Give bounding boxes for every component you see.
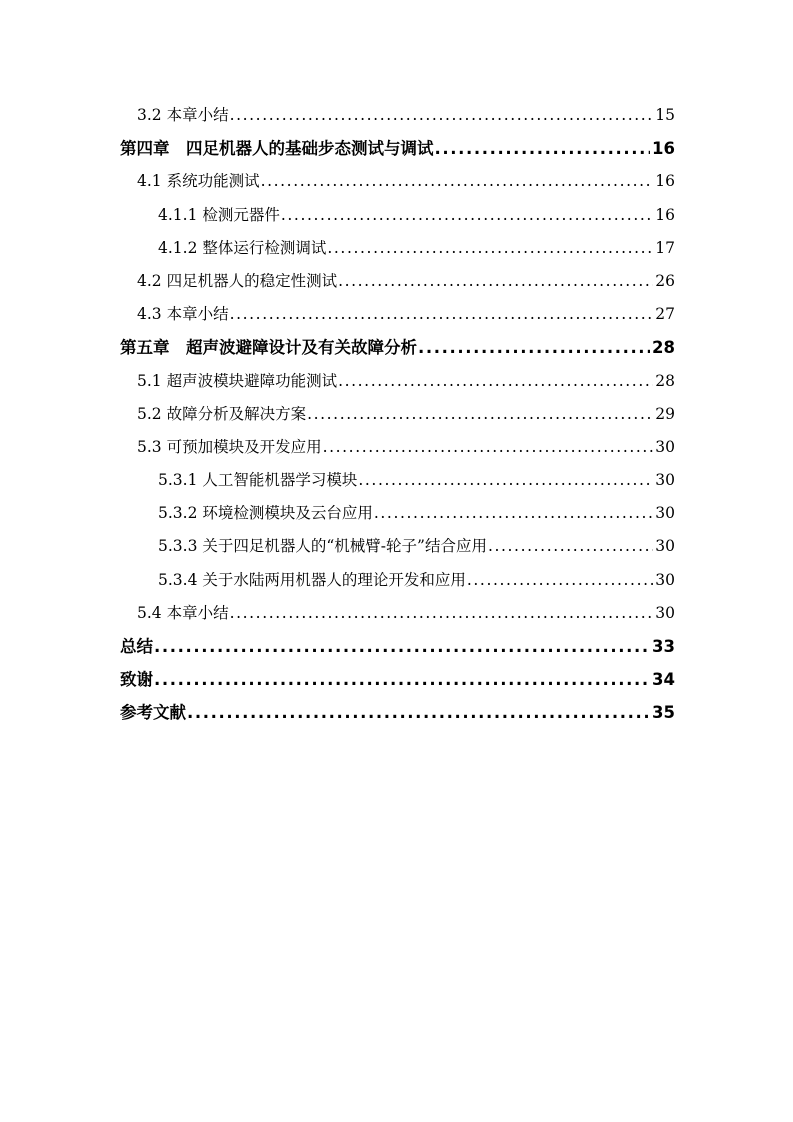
toc-entry[interactable] bbox=[120, 497, 675, 530]
toc-entry[interactable] bbox=[120, 331, 675, 364]
toc-page-number: 27 bbox=[655, 305, 675, 324]
toc-entry[interactable] bbox=[120, 165, 675, 198]
toc-entry-title: 4.3 本章小结 bbox=[137, 305, 229, 324]
toc-entry[interactable] bbox=[120, 464, 675, 497]
toc-dot-leader bbox=[187, 696, 650, 729]
toc-entry-title: 第五章 超声波避障设计及有关故障分析 bbox=[120, 338, 417, 358]
toc-page-number: 30 bbox=[655, 437, 675, 456]
toc-entry-title: 5.3 可预加模块及开发应用 bbox=[137, 437, 322, 456]
toc-entry[interactable] bbox=[120, 298, 675, 331]
toc-dot-leader bbox=[230, 99, 654, 132]
toc-page-number: 30 bbox=[655, 570, 675, 589]
toc-entry[interactable] bbox=[120, 365, 675, 398]
toc-entry-title: 5.3.1 人工智能机器学习模块 bbox=[158, 471, 358, 490]
toc-entry-title: 总结 bbox=[120, 637, 153, 656]
toc-entry[interactable] bbox=[120, 630, 675, 663]
toc-page-number: 16 bbox=[655, 205, 675, 224]
toc-page-number: 30 bbox=[655, 603, 675, 622]
toc-entry-title: 4.1.1 检测元器件 bbox=[158, 205, 280, 224]
toc-page-number: 30 bbox=[655, 471, 675, 490]
toc-entry-title: 4.1 系统功能测试 bbox=[137, 172, 260, 191]
toc-entry[interactable] bbox=[120, 696, 675, 729]
toc-entry-title: 第四章 四足机器人的基础步态测试与调试 bbox=[120, 139, 434, 159]
toc-entry[interactable] bbox=[120, 99, 675, 132]
toc-dot-leader bbox=[261, 165, 654, 198]
toc-entry-title: 5.3.3 关于四足机器人的“机械臂-轮子”结合应用 bbox=[158, 537, 487, 556]
toc-dot-leader bbox=[435, 132, 651, 165]
toc-entry-title: 5.2 故障分析及解决方案 bbox=[137, 404, 307, 423]
toc-dot-leader bbox=[374, 497, 653, 530]
toc-dot-leader bbox=[488, 530, 653, 563]
table-of-contents bbox=[120, 99, 675, 730]
toc-page-number: 16 bbox=[652, 139, 675, 159]
toc-dot-leader bbox=[154, 663, 650, 696]
toc-dot-leader bbox=[358, 464, 653, 497]
toc-dot-leader bbox=[323, 431, 654, 464]
toc-page-number: 33 bbox=[652, 637, 675, 656]
toc-entry-title: 致谢 bbox=[120, 670, 153, 690]
toc-entry-title: 5.3.4 关于水陆两用机器人的理论开发和应用 bbox=[158, 570, 466, 589]
toc-entry-title: 4.1.2 整体运行检测调试 bbox=[158, 238, 327, 257]
toc-entry[interactable] bbox=[120, 232, 675, 265]
toc-entry[interactable] bbox=[120, 265, 675, 298]
toc-dot-leader bbox=[338, 365, 653, 398]
toc-page-number: 15 bbox=[655, 106, 675, 124]
toc-dot-leader bbox=[281, 199, 653, 232]
toc-entry[interactable] bbox=[120, 398, 675, 431]
toc-dot-leader bbox=[154, 630, 650, 663]
toc-entry[interactable] bbox=[120, 431, 675, 464]
toc-page-number: 16 bbox=[655, 172, 675, 191]
toc-page-number: 30 bbox=[655, 537, 675, 556]
toc-entry[interactable] bbox=[120, 132, 675, 165]
toc-entry-title: 4.2 四足机器人的稳定性测试 bbox=[137, 271, 338, 290]
toc-page-number: 34 bbox=[652, 670, 675, 690]
toc-dot-leader bbox=[418, 331, 650, 364]
toc-dot-leader bbox=[230, 597, 654, 630]
toc-entry[interactable] bbox=[120, 597, 675, 630]
toc-page-number: 28 bbox=[655, 371, 675, 390]
toc-page-number: 26 bbox=[655, 271, 675, 290]
toc-dot-leader bbox=[230, 298, 654, 331]
toc-page-number: 28 bbox=[652, 338, 675, 358]
toc-entry-title: 5.3.2 环境检测模块及云台应用 bbox=[158, 504, 373, 523]
toc-entry[interactable] bbox=[120, 530, 675, 563]
toc-dot-leader bbox=[307, 398, 653, 431]
toc-page-number: 17 bbox=[655, 238, 675, 257]
toc-entry[interactable] bbox=[120, 199, 675, 232]
toc-entry-title: 5.1 超声波模块避障功能测试 bbox=[137, 371, 338, 390]
toc-page-number: 29 bbox=[655, 404, 675, 423]
toc-entry[interactable] bbox=[120, 663, 675, 696]
toc-entry-title: 5.4 本章小结 bbox=[137, 603, 229, 622]
toc-entry[interactable] bbox=[120, 564, 675, 597]
toc-entry-title: 3.2 本章小结 bbox=[137, 106, 229, 124]
toc-entry-title: 参考文献 bbox=[120, 703, 186, 723]
toc-page-number: 35 bbox=[652, 703, 675, 723]
toc-dot-leader bbox=[327, 232, 653, 265]
toc-dot-leader bbox=[467, 564, 653, 597]
toc-dot-leader bbox=[338, 265, 653, 298]
toc-page-number: 30 bbox=[655, 504, 675, 523]
